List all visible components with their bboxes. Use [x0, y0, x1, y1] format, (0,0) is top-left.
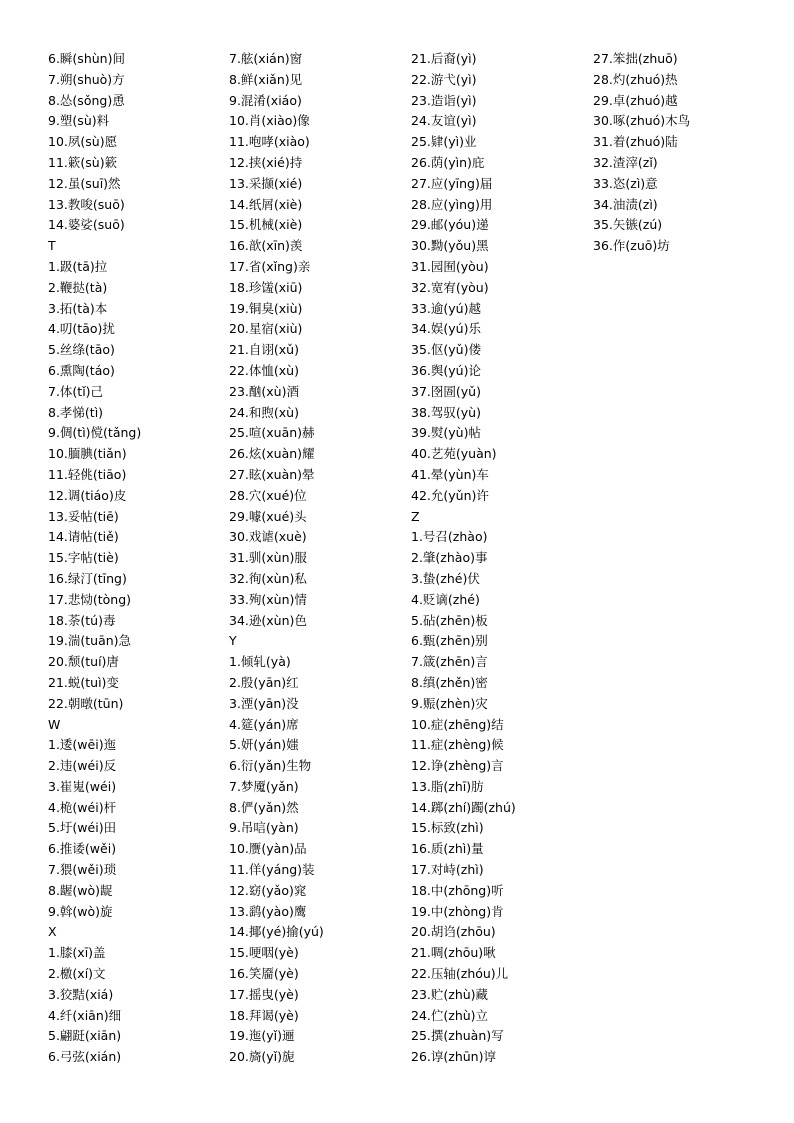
column-3 — [411, 49, 516, 1068]
word-entry: 4.贬谪(zhé) — [411, 591, 480, 607]
word-entry: 14.揶(yé)揄(yú) — [229, 924, 324, 940]
word-entry: 38.驾驭(yù) — [411, 404, 481, 420]
word-entry: 7.朔(shuò)方 — [48, 71, 125, 87]
word-entry: 3.蛰(zhé)伏 — [411, 570, 480, 586]
word-entry: 3.狡黠(xiá) — [48, 986, 114, 1002]
word-entry: 19.中(zhòng)肯 — [411, 903, 504, 919]
word-entry: 2.违(wéi)反 — [48, 758, 117, 774]
word-entry: 29.邮(yóu)递 — [411, 217, 489, 233]
word-entry: 5.丝绦(tāo) — [48, 342, 115, 358]
word-entry: 30.戏谑(xuè) — [229, 529, 307, 545]
word-entry: 9.倜(tì)傥(tǎng) — [48, 425, 142, 441]
word-entry: 23.造诣(yì) — [411, 92, 477, 108]
word-entry: 25.喧(xuān)赫 — [229, 425, 315, 441]
word-entry: 37.囹圄(yǔ) — [411, 383, 481, 399]
word-entry: 22.朝暾(tūn) — [48, 695, 124, 711]
word-entry: 9.混淆(xiáo) — [229, 92, 302, 108]
word-entry: 20.胡诌(zhōu) — [411, 924, 496, 940]
column-1 — [48, 49, 141, 1068]
column-4 — [593, 49, 690, 257]
word-entry: 4.纤(xiān)细 — [48, 1007, 122, 1023]
word-entry: 20.旖(yǐ)旎 — [229, 1049, 295, 1065]
word-entry: 26.荫(yìn)庇 — [411, 154, 485, 170]
word-entry: 31.园囿(yòu) — [411, 258, 489, 274]
word-entry: 24.和煦(xù) — [229, 404, 299, 420]
word-entry: 2.肇(zhào)事 — [411, 550, 488, 566]
word-entry: 5.妍(yán)媸 — [229, 737, 299, 753]
section-letter: Y — [229, 633, 237, 649]
word-entry: 21.自诩(xǔ) — [229, 342, 299, 358]
word-entry: 42.允(yǔn)许 — [411, 487, 489, 503]
word-entry: 4.叨(tāo)扰 — [48, 321, 115, 337]
word-entry: 6.熏陶(táo) — [48, 362, 115, 378]
word-entry: 18.荼(tú)毒 — [48, 612, 116, 628]
word-entry: 18.珍馐(xiū) — [229, 279, 303, 295]
word-entry: 3.拓(tà)本 — [48, 300, 108, 316]
word-entry: 7.体(tǐ)己 — [48, 383, 104, 399]
word-entry: 2.鞭挞(tà) — [48, 279, 108, 295]
word-entry: 2.檄(xí)文 — [48, 966, 106, 982]
word-entry: 1.号召(zhào) — [411, 529, 488, 545]
word-entry: 10.肖(xiào)像 — [229, 113, 310, 129]
word-entry: 27.眩(xuàn)晕 — [229, 466, 315, 482]
word-entry: 16.笑靥(yè) — [229, 966, 299, 982]
word-entry: 15.机械(xiè) — [229, 217, 303, 233]
word-entry: 34.逊(xùn)色 — [229, 612, 307, 628]
word-entry: 16.歆(xīn)羡 — [229, 238, 303, 254]
word-entry: 19.迤(yǐ)逦 — [229, 1028, 295, 1044]
word-entry: 5.砧(zhēn)板 — [411, 612, 488, 628]
word-entry: 10.症(zhēng)结 — [411, 716, 504, 732]
word-entry: 17.省(xǐng)亲 — [229, 258, 311, 274]
word-entry: 10.夙(sù)愿 — [48, 134, 118, 150]
word-entry: 33.逾(yú)越 — [411, 300, 481, 316]
word-entry: 17.悲恸(tòng) — [48, 591, 132, 607]
word-entry: 15.字帖(tiè) — [48, 550, 119, 566]
word-entry: 6.弓弦(xián) — [48, 1049, 122, 1065]
word-entry: 3.湮(yān)没 — [229, 695, 299, 711]
word-entry: 12.挟(xié)持 — [229, 154, 303, 170]
word-entry: 12.窈(yǎo)窕 — [229, 882, 307, 898]
word-entry: 25.肄(yì)业 — [411, 134, 477, 150]
word-entry: 35.伛(yǔ)偻 — [411, 342, 481, 358]
word-entry: 13.妥帖(tiē) — [48, 508, 119, 524]
word-entry: 14.纸屑(xiè) — [229, 196, 303, 212]
word-entry: 15.哽咽(yè) — [229, 945, 299, 961]
word-entry: 7.舷(xián)窗 — [229, 51, 303, 66]
word-entry: 8.缜(zhěn)密 — [411, 674, 488, 690]
word-entry: 18.拜谒(yè) — [229, 1007, 299, 1023]
word-entry: 8.孝悌(tì) — [48, 404, 104, 420]
word-entry: 20.颓(tuí)唐 — [48, 654, 119, 670]
word-entry: 29.噱(xué)头 — [229, 508, 307, 524]
word-entry: 1.趿(tā)拉 — [48, 258, 108, 274]
word-entry: 1.逶(wēi)迤 — [48, 737, 117, 753]
word-entry: 19.湍(tuān)急 — [48, 633, 132, 649]
word-entry: 24.伫(zhù)立 — [411, 1007, 489, 1023]
word-entry: 41.晕(yùn)车 — [411, 466, 489, 482]
word-entry: 14.踯(zhí)躅(zhú) — [411, 799, 516, 815]
word-entry: 33.恣(zì)意 — [593, 175, 658, 191]
word-entry: 4.桅(wéi)杆 — [48, 799, 117, 815]
word-entry: 40.艺苑(yuàn) — [411, 446, 497, 462]
word-entry: 30.黝(yǒu)黑 — [411, 238, 489, 254]
word-entry: 5.圩(wéi)田 — [48, 820, 117, 836]
word-entry: 26.炫(xuàn)耀 — [229, 446, 315, 462]
word-entry: 12.调(tiáo)皮 — [48, 487, 127, 503]
word-entry: 19.铜臭(xiù) — [229, 300, 303, 316]
word-entry: 7.梦魇(yǎn) — [229, 778, 299, 794]
word-entry: 18.中(zhōng)听 — [411, 882, 504, 898]
word-entry: 7.猥(wěi)琐 — [48, 862, 117, 878]
word-entry: 31.驯(xùn)服 — [229, 550, 307, 566]
word-entry: 13.教唆(suō) — [48, 196, 125, 212]
word-entry: 20.星宿(xiù) — [229, 321, 303, 337]
word-entry: 36.舆(yú)论 — [411, 362, 481, 378]
word-entry: 11.轻佻(tiāo) — [48, 466, 127, 482]
section-letter: Z — [411, 508, 420, 524]
word-entry: 5.翩跹(xiān) — [48, 1028, 122, 1044]
word-entry: 10.赝(yàn)品 — [229, 841, 307, 857]
word-entry: 22.游弋(yì) — [411, 71, 477, 87]
word-entry: 22.体恤(xù) — [229, 362, 299, 378]
word-entry: 9.塑(sù)料 — [48, 113, 110, 129]
word-entry: 3.崔嵬(wéi) — [48, 778, 117, 794]
word-entry: 22.压轴(zhóu)儿 — [411, 966, 509, 982]
word-entry: 13.脂(zhī)肪 — [411, 778, 484, 794]
word-entry: 14.婆娑(suō) — [48, 217, 125, 233]
word-entry: 26.谆(zhūn)谆 — [411, 1049, 496, 1065]
word-entry: 9.赈(zhèn)灾 — [411, 695, 488, 711]
word-entry: 11.症(zhèng)候 — [411, 737, 504, 753]
word-entry: 13.鹞(yào)鹰 — [229, 903, 307, 919]
word-entry: 11.佯(yáng)装 — [229, 862, 315, 878]
column-2 — [229, 49, 324, 1068]
word-entry: 34.娱(yú)乐 — [411, 321, 481, 337]
word-entry: 27.笨拙(zhuō) — [593, 51, 678, 66]
word-entry: 24.友谊(yì) — [411, 113, 477, 129]
word-entry: 6.衍(yǎn)生物 — [229, 758, 312, 774]
word-entry: 25.撰(zhuàn)写 — [411, 1028, 504, 1044]
word-entry: 6.甄(zhēn)别 — [411, 633, 488, 649]
word-entry: 28.灼(zhuó)热 — [593, 71, 678, 87]
section-letter: W — [48, 716, 61, 732]
word-entry: 34.油渍(zì) — [593, 196, 658, 212]
word-entry: 10.腼腆(tiǎn) — [48, 446, 127, 462]
word-entry: 8.怂(sǒng)恿 — [48, 92, 125, 108]
word-entry: 21.啁(zhōu)啾 — [411, 945, 496, 961]
word-entry: 9.斡(wò)旋 — [48, 903, 113, 919]
word-entry: 4.筵(yán)席 — [229, 716, 299, 732]
word-entry: 12.诤(zhèng)言 — [411, 758, 504, 774]
section-letter: X — [48, 924, 57, 940]
word-entry: 28.应(yìng)用 — [411, 196, 493, 212]
word-entry: 17.对峙(zhì) — [411, 862, 484, 878]
word-entry: 23.贮(zhù)藏 — [411, 986, 489, 1002]
word-entry: 35.矢镞(zú) — [593, 217, 663, 233]
word-entry: 6.推诿(wěi) — [48, 841, 117, 857]
word-entry: 2.殷(yān)红 — [229, 674, 299, 690]
word-entry: 21.后裔(yì) — [411, 51, 477, 66]
word-entry: 13.采撷(xié) — [229, 175, 303, 191]
word-entry: 15.标致(zhì) — [411, 820, 484, 836]
word-entry: 16.质(zhì)量 — [411, 841, 484, 857]
word-entry: 32.渣滓(zǐ) — [593, 154, 658, 170]
word-entry: 32.徇(xùn)私 — [229, 570, 307, 586]
word-entry: 11.咆哮(xiào) — [229, 134, 310, 150]
section-letter: T — [48, 238, 56, 254]
word-entry: 9.吊唁(yàn) — [229, 820, 299, 836]
word-entry: 30.啄(zhuó)木鸟 — [593, 113, 691, 129]
word-entry: 39.熨(yù)帖 — [411, 425, 481, 441]
word-entry: 16.绿汀(tīng) — [48, 570, 127, 586]
word-entry: 1.膝(xī)盖 — [48, 945, 106, 961]
word-entry: 6.瞬(shùn)间 — [48, 51, 125, 66]
word-entry: 14.请帖(tiě) — [48, 529, 119, 545]
word-entry: 21.蜕(tuì)变 — [48, 674, 119, 690]
word-entry: 1.倾轧(yà) — [229, 654, 291, 670]
word-entry: 27.应(yīng)届 — [411, 175, 493, 191]
word-entry: 8.俨(yǎn)然 — [229, 799, 299, 815]
word-entry: 36.作(zuō)坊 — [593, 238, 670, 254]
word-entry: 17.摇曳(yè) — [229, 986, 299, 1002]
word-entry: 28.穴(xué)位 — [229, 487, 307, 503]
word-entry: 31.着(zhuó)陆 — [593, 134, 678, 150]
word-entry: 29.卓(zhuó)越 — [593, 92, 678, 108]
word-entry: 32.宽宥(yòu) — [411, 279, 489, 295]
word-entry: 11.簌(sù)簌 — [48, 154, 118, 170]
word-entry: 12.虽(suī)然 — [48, 175, 121, 191]
word-entry: 7.箴(zhēn)言 — [411, 654, 488, 670]
word-entry: 33.殉(xùn)情 — [229, 591, 307, 607]
word-entry: 8.鲜(xiǎn)见 — [229, 71, 303, 87]
word-entry: 8.龌(wò)龊 — [48, 882, 113, 898]
word-entry: 23.酗(xù)酒 — [229, 383, 299, 399]
